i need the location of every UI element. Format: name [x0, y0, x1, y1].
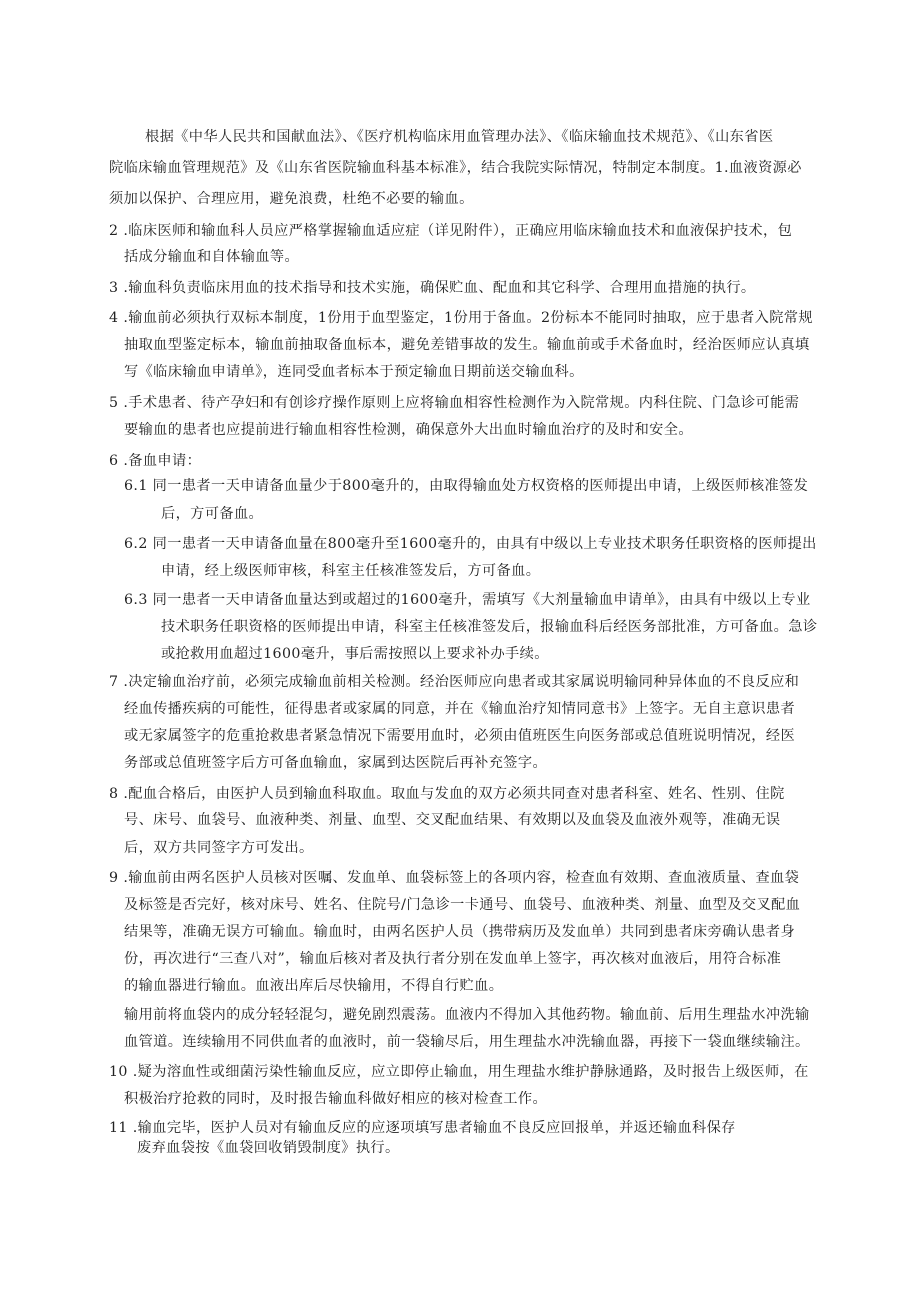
item2-line-1: 2 .临床医师和输血科人员应严格掌握输血适应症（详见附件），正确应用临床输血技术和血液保护技术，包: [109, 223, 793, 239]
item7-line-4: 务部或总值班签字后方可备血输血，家属到达医院后再补充签字。: [124, 755, 548, 771]
intro-line-1: 根据《中华人民共和国献血法》、《医疗机构临床用血管理办法》、《临床输血技术规范》、《山东省医: [145, 129, 774, 145]
item9-line-5: 的输血器进行输血。血液出库后尽快输用，不得自行贮血。: [124, 978, 504, 994]
item7-line-2: 经血传播疾病的可能性，征得患者或家属的同意，并在《输血治疗知情同意书》上签字。无自主意识患者: [124, 701, 796, 717]
item9-line-4: 份，再次进行“三查八对”，输血后核对者及执行者分别在发血单上签字，再次核对血液后，用符合标准: [124, 951, 782, 967]
item6-2-line-2: 申请，经上级医师审核，科室主任核准签发后，方可备血。: [161, 563, 541, 579]
item9-line-1: 9 .输血前由两名医护人员核对医嘱、发血单、血袋标签上的各项内容，检查血有效期、查血液质量、查血袋: [109, 870, 800, 886]
item3-line-1: 3 .输血科负责临床用血的技术指导和技术实施，确保贮血、配血和其它科学、合理用血措施的执行。: [109, 280, 756, 296]
item2-line-2: 括成分输血和自体输血等。: [124, 249, 300, 265]
item4-line-3: 写《临床输血申请单》，连同受血者标本于预定输血日期前送交输血科。: [124, 364, 584, 380]
item5-line-1: 5 .手术患者、待产孕妇和有创诊疗操作原则上应将输血相容性检测作为入院常规。内科住院、门急诊可能需: [109, 395, 800, 411]
item6-1-line-1: 6.1 同一患者一天申请备血量少于800毫升的，由取得输血处方权资格的医师提出申请，上级医师核准签发: [124, 478, 809, 494]
item6-3-line-2: 技术职务任职资格的医师提出申请，科室主任核准签发后，报输血科后经医务部批准，方可备血。急诊: [161, 619, 818, 635]
item8-line-2: 号、床号、血袋号、血液种类、剂量、血型、交叉配血结果、有效期以及血袋及血液外观等，准确无误: [124, 812, 781, 828]
item6-3-line-1: 6.3 同一患者一天申请备血量达到或超过的1600毫升，需填写《大剂量输血申请单》，由具有中级以上专业: [124, 592, 811, 608]
item11-line-2: 废弃血袋按《血袋回收销毁制度》执行。: [137, 1140, 400, 1156]
intro-line-2: 院临床输血管理规范》及《山东省医院输血科基本标准》，结合我院实际情况，特制定本制度。1.血液资源必: [109, 160, 802, 176]
item7-line-1: 7 .决定输血治疗前，必须完成输血前相关检测。经治医师应向患者或其家属说明输同种异体血的不良反应和: [109, 674, 800, 690]
item8-line-3: 后，双方共同签字方可发出。: [124, 840, 314, 856]
item4-line-1: 4 .输血前必须执行双标本制度，1份用于血型鉴定，1份用于备血。2份标本不能同时抽取，应于患者入院常规: [109, 310, 813, 326]
item6-1-line-2: 后，方可备血。: [161, 506, 264, 522]
item9-line-3: 结果等，准确无误方可输血。输血时，由两名医护人员（携带病历及发血单）共同到患者床旁确认患者身: [124, 924, 796, 940]
item9-line-2: 及标签是否完好，核对床号、姓名、住院号/门急诊一卡通号、血袋号、血液种类、剂量、血型及交叉配血: [124, 897, 801, 913]
intro-line-3: 须加以保护、合理应用，避免浪费，杜绝不必要的输血。: [109, 191, 474, 207]
item7-line-3: 或无家属签字的危重抢救患者紧急情况下需要用血时，必须由值班医生向医务部或总值班说明情况，经医: [124, 728, 796, 744]
item6-3-line-3: 或抢救用血超过1600毫升，事后需按照以上要求补办手续。: [161, 646, 549, 662]
item6-line-1: 6 .备血申请：: [109, 453, 202, 469]
item8-line-1: 8 .配血合格后，由医护人员到输血科取血。取血与发血的双方必须共同查对患者科室、姓名、性别、住院: [109, 786, 785, 802]
item11-line-1: 11 .输血完毕，医护人员对有输血反应的应逐项填写患者输血不良反应回报单，并返还输血科保存: [109, 1120, 736, 1136]
item10-line-2: 积极治疗抢救的同时，及时报告输血科做好相应的核对检查工作。: [124, 1091, 548, 1107]
item9-cont-line-2: 血管道。连续输用不同供血者的血液时，前一袋输尽后，用生理盐水冲洗输血器，再接下一袋血继续输注。: [124, 1034, 810, 1050]
item5-line-2: 要输血的患者也应提前进行输血相容性检测，确保意外大出血时输血治疗的及时和安全。: [124, 422, 693, 438]
item4-line-2: 抽取血型鉴定标本，输血前抽取备血标本，避免差错事故的发生。输血前或手术备血时，经治医师应认真填: [124, 337, 810, 353]
item10-line-1: 10 .疑为溶血性或细菌污染性输血反应，应立即停止输血，用生理盐水维护静脉通路，及时报告上级医师，在: [109, 1064, 809, 1080]
item9-cont-line-1: 输用前将血袋内的成分轻轻混匀，避免剧烈震荡。血液内不得加入其他药物。输血前、后用生理盐水冲洗输: [124, 1007, 810, 1023]
item6-2-line-1: 6.2 同一患者一天申请备血量在800毫升至1600毫升的，由具有中级以上专业技术职务任职资格的医师提出: [124, 536, 817, 552]
